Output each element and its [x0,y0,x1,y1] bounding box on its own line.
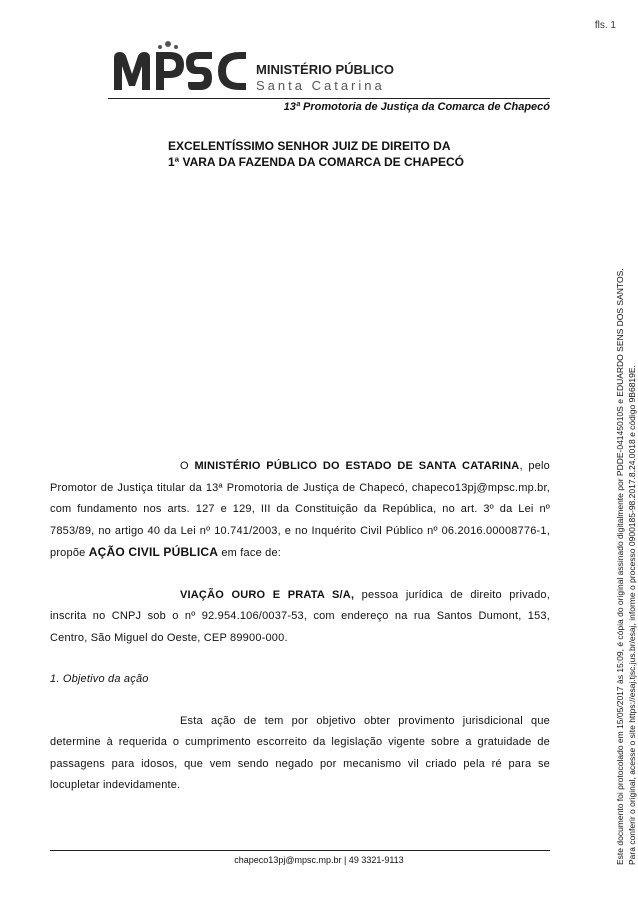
section-title: 1. Objetivo da ação [50,673,149,685]
petition-body [50,456,550,817]
signature-line-1: Este documento foi protocolado em 15/05/2017 às 15:09, é cópia do original assinado digitalmente por PDDE-04145010S e EDUARDO SENS DOS SANTOS. [615,268,625,865]
logo-line2: Santa Catarina [256,78,385,93]
opening-suffix: em face de: [218,547,282,559]
action-type: AÇÃO CIVIL PÚBLICA [88,545,219,559]
opening-paragraph [50,456,550,565]
signature-line-2: Para conferir o original, acesse o site https://esaj.tjsc.jus.br/esaj, informe o processo 0900185-98.2017.8.24.0018 e código 9B6819E. [627,365,637,865]
opening-prefix: O [180,460,195,472]
logo-line1: MINISTÉRIO PÚBLICO [256,62,394,77]
plaintiff-name: MINISTÉRIO PÚBLICO DO ESTADO DE SANTA CATARINA [194,460,520,472]
defendant-paragraph [50,585,550,650]
objective-paragraph: Esta ação de tem por objetivo obter provimento jurisdicional que determine à requerida o cumprimento escorreito da legislação vigente sobre a gratuidade de passagens para idosos, que vem sendo negado por mecanismo vil criado pela ré para se locupletar indevidamente. [50,714,550,791]
mpsc-logo [108,40,408,100]
addressee-line-2: 1ª VARA DA FAZENDA DA COMARCA DE CHAPECÓ [168,155,465,169]
footer-divider [50,850,550,851]
addressee-line-1: EXCELENTÍSSIMO SENHOR JUIZ DE DIREITO DA [168,139,451,153]
footer-contact: chapeco13pj@mpsc.mp.br | 49 3321-9113 [234,855,404,865]
digital-signature-note [614,165,638,865]
mpsc-dots [158,41,178,49]
promotoria-title: 13ª Promotoria de Justiça da Comarca de Chapecó [283,101,550,113]
defendant-details: pessoa jurídica de direito privado, inscrita no CNPJ sob o nº 92.954.106/0037-53, com endereço na rua Santos Dumont, 153, Centro, São Miguel do Oeste, CEP 89900-000. [50,588,550,644]
mpsc-mark [114,52,246,90]
opening-text: , pelo Promotor de Justiça titular da 13ª Promotoria de Justiça de Chapecó, chapeco13pj@mpsc.mp.br, com fundamento nos arts. 127 e 129, III da Constituição da República, no art. 3º da Lei nº 7853/89, no artigo 40 da Lei nº 10.741/2003, e no Inquérito Civil Público nº 06.2016.00008776-1, propõe [50,460,551,559]
addressee-block [168,138,508,170]
header-divider [108,98,550,99]
defendant-name: VIAÇÃO OURO E PRATA S/A, [180,588,355,601]
page-number: fls. 1 [594,20,616,31]
